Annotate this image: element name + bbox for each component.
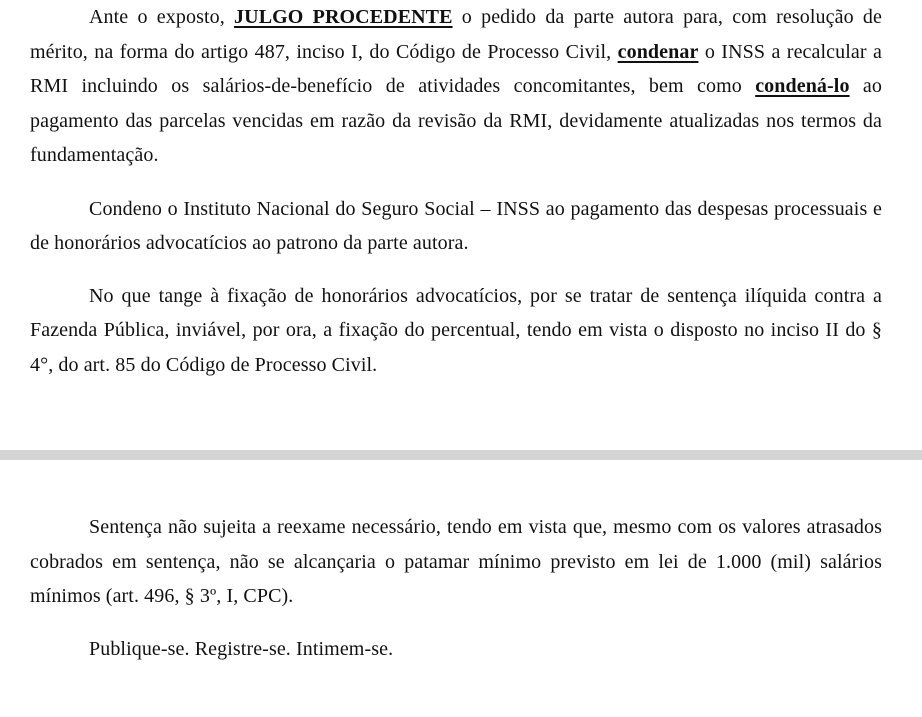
- document-page-bottom: [30, 510, 882, 666]
- text-segment: ao pagamento das parcelas vencidas em razão da revisão da RMI, devidamente atualizadas nos termos da fundamentação.: [30, 75, 882, 166]
- emphasis-condena-lo: condená-lo: [755, 75, 850, 97]
- paragraph-costs: Condeno o Instituto Nacional do Seguro Social – INSS ao pagamento das despesas processuais e de honorários advocatícios ao patrono da parte autora.: [30, 197, 882, 254]
- paragraph-attorney-fees: No que tange à fixação de honorários advocatícios, por se tratar de sentença ilíquida contra a Fazenda Pública, inviável, por ora, a fixação do percentual, tendo em vista o disposto no inciso II do § 4°, do art. 85 do Código de Processo Civil.: [30, 284, 882, 376]
- page-separator: [0, 450, 922, 460]
- text-segment: o pedido da parte autora para, com resolução de mérito, na forma do artigo 487, inciso I, do Código de Processo Civil,: [30, 6, 882, 63]
- paragraph-publish: Publique-se. Registre-se. Intimem-se.: [89, 637, 394, 660]
- paragraph-reexame: Sentença não sujeita a reexame necessário, tendo em vista que, mesmo com os valores atrasados cobrados em sentença, não se alcançaria o patamar mínimo previsto em lei de 1.000 (mil) salários mínimos (art. 496, § 3º, I, CPC).: [30, 516, 882, 607]
- text-segment: o INSS a recalcular a RMI incluindo os salários-de-benefício de atividades concomitantes, bem como: [30, 40, 882, 97]
- text-segment: Ante o exposto,: [89, 6, 235, 28]
- emphasis-condenar: condenar: [617, 40, 699, 63]
- emphasis-julgo-procedente: JULGO PROCEDENTE: [234, 6, 453, 28]
- document-page-top: [30, 0, 882, 382]
- paragraph-judgment: [30, 0, 882, 173]
